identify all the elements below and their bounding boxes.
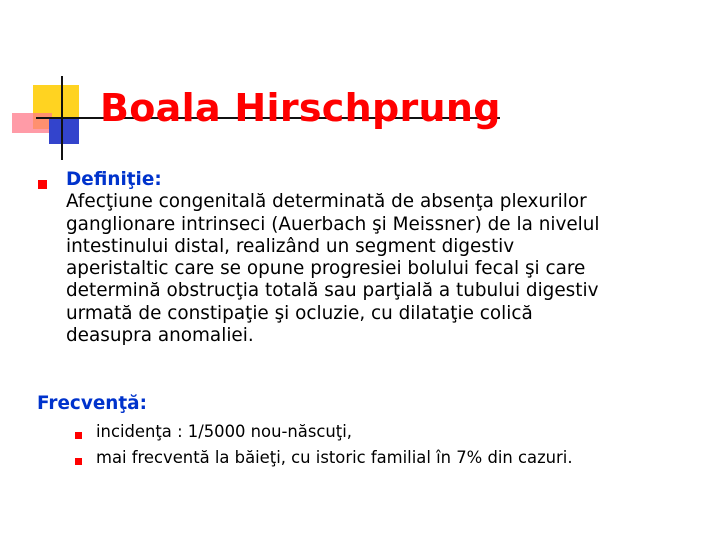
definition-block — [66, 169, 706, 347]
definition-label: Definiţie: — [66, 169, 162, 190]
frequency-item: mai frecventă la băieţi, cu istoric familial în 7% din cazuri. — [96, 448, 573, 467]
frequency-label: Frecvenţă: — [37, 393, 147, 414]
decor-blue-square — [49, 118, 79, 144]
slide-title: Boala Hirschprung — [100, 86, 501, 130]
definition-text: Afecţiune congenitală determinată de absenţa plexurilor ganglionare intrinseci (Auerbach şi Meissner) de la nivelul intestinului distal, realizând un segment digestiv aperistaltic care se opune progresiei bolului fecal şi care determină obstrucţia totală sau parţială a tubului digestiv urmată de constipaţie şi ocluzie, cu dilataţie colică deasupra anomaliei. — [66, 191, 600, 347]
bullet-square-icon — [38, 180, 47, 189]
decor-pink-square — [12, 113, 52, 133]
bullet-square-icon — [75, 458, 82, 465]
bullet-square-icon — [75, 432, 82, 439]
frequency-item: incidenţa : 1/5000 nou-născuţi, — [96, 422, 352, 441]
